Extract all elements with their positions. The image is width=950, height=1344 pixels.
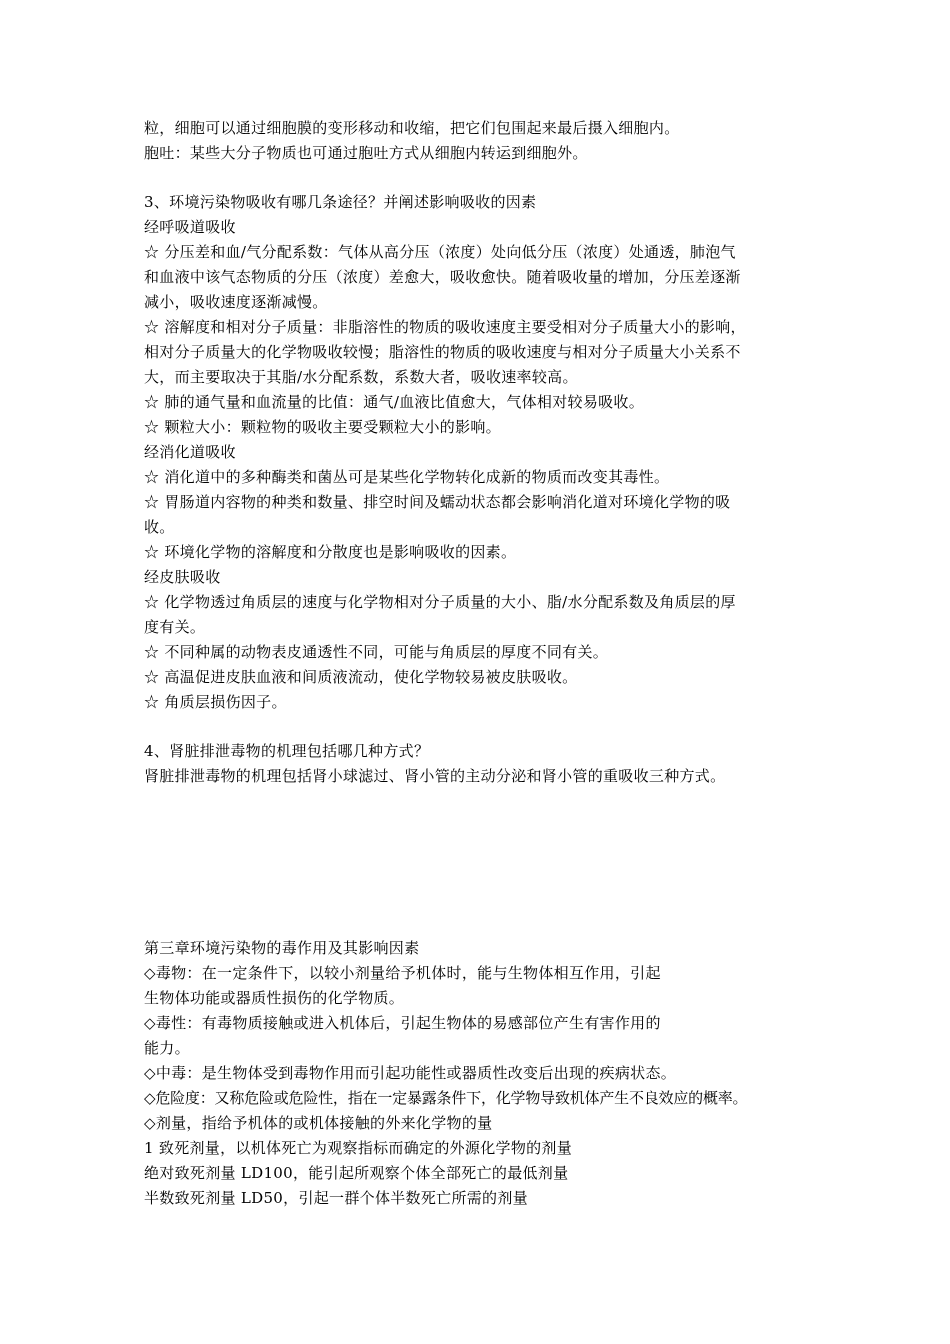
section-heading-3: 3、环境污染物吸收有哪几条途径？并阐述影响吸收的因素 xyxy=(144,193,537,211)
text-line: ☆ 溶解度和相对分子质量：非脂溶性的物质的吸收速度主要受相对分子质量大小的影响， xyxy=(144,318,746,336)
text-line: 大，而主要取决于其脂/水分配系数，系数大者，吸收速率较高。 xyxy=(144,368,578,386)
section-heading-4: 4、肾脏排泄毒物的机理包括哪几种方式？ xyxy=(144,742,430,760)
subheading-skin: 经皮肤吸收 xyxy=(144,568,221,586)
text-line: 绝对致死剂量 LD100，能引起所观察个体全部死亡的最低剂量 xyxy=(144,1164,569,1182)
text-line: ☆ 颗粒大小：颗粒物的吸收主要受颗粒大小的影响。 xyxy=(144,418,501,436)
subheading-digestive: 经消化道吸收 xyxy=(144,443,236,461)
text-line: ☆ 胃肠道内容物的种类和数量、排空时间及蠕动状态都会影响消化道对环境化学物的吸 xyxy=(144,493,731,511)
text-line: 胞吐：某些大分子物质也可通过胞吐方式从细胞内转运到细胞外。 xyxy=(144,144,588,162)
chapter-title: 第三章环境污染物的毒作用及其影响因素 xyxy=(144,939,420,957)
text-line: 收。 xyxy=(144,518,175,536)
text-line: 粒，细胞可以通过细胞膜的变形移动和收缩，把它们包围起来最后摄入细胞内。 xyxy=(144,119,680,137)
text-line: ◇危险度：又称危险或危险性，指在一定暴露条件下，化学物导致机体产生不良效应的概率。 xyxy=(144,1089,748,1107)
text-line: ☆ 不同种属的动物表皮通透性不同，可能与角质层的厚度不同有关。 xyxy=(144,643,609,661)
text-line: ◇毒物：在一定条件下，以较小剂量给予机体时，能与生物体相互作用，引起 xyxy=(144,964,661,982)
text-line: ☆ 化学物透过角质层的速度与化学物相对分子质量的大小、脂/水分配系数及角质层的厚 xyxy=(144,593,736,611)
subheading-respiratory: 经呼吸道吸收 xyxy=(144,218,236,236)
text-line: ☆ 分压差和血/气分配系数：气体从高分压（浓度）处向低分压（浓度）处通透，肺泡气 xyxy=(144,243,736,261)
text-line: 和血液中该气态物质的分压（浓度）差愈大，吸收愈快。随着吸收量的增加，分压差逐渐 xyxy=(144,268,741,286)
text-line: ◇剂量，指给予机体的或机体接触的外来化学物的量 xyxy=(144,1114,493,1132)
text-line: ◇毒性：有毒物质接触或进入机体后，引起生物体的易感部位产生有害作用的 xyxy=(144,1014,661,1032)
text-line: ☆ 消化道中的多种酶类和菌丛可是某些化学物转化成新的物质而改变其毒性。 xyxy=(144,468,670,486)
text-line: ◇中毒：是生物体受到毒物作用而引起功能性或器质性改变后出现的疾病状态。 xyxy=(144,1064,677,1082)
text-line: 半数致死剂量 LD50，引起一群个体半数死亡所需的剂量 xyxy=(144,1189,528,1207)
text-line: 生物体功能或器质性损伤的化学物质。 xyxy=(144,989,405,1007)
text-line: ☆ 肺的通气量和血流量的比值：通气/血液比值愈大，气体相对较易吸收。 xyxy=(144,393,645,411)
text-line: ☆ 环境化学物的溶解度和分散度也是影响吸收的因素。 xyxy=(144,543,517,561)
text-line: 减小，吸收速度逐渐减慢。 xyxy=(144,293,328,311)
text-line: 肾脏排泄毒物的机理包括肾小球滤过、肾小管的主动分泌和肾小管的重吸收三种方式。 xyxy=(144,767,726,785)
text-line: 相对分子质量大的化学物吸收较慢；脂溶性的物质的吸收速度与相对分子质量大小关系不 xyxy=(144,343,741,361)
text-line: ☆ 高温促进皮肤血液和间质液流动，使化学物较易被皮肤吸收。 xyxy=(144,668,578,686)
text-line: ☆ 角质层损伤因子。 xyxy=(144,693,287,711)
text-line: 能力。 xyxy=(144,1039,190,1057)
text-line: 1 致死剂量，以机体死亡为观察指标而确定的外源化学物的剂量 xyxy=(144,1139,573,1157)
text-line: 度有关。 xyxy=(144,618,206,636)
